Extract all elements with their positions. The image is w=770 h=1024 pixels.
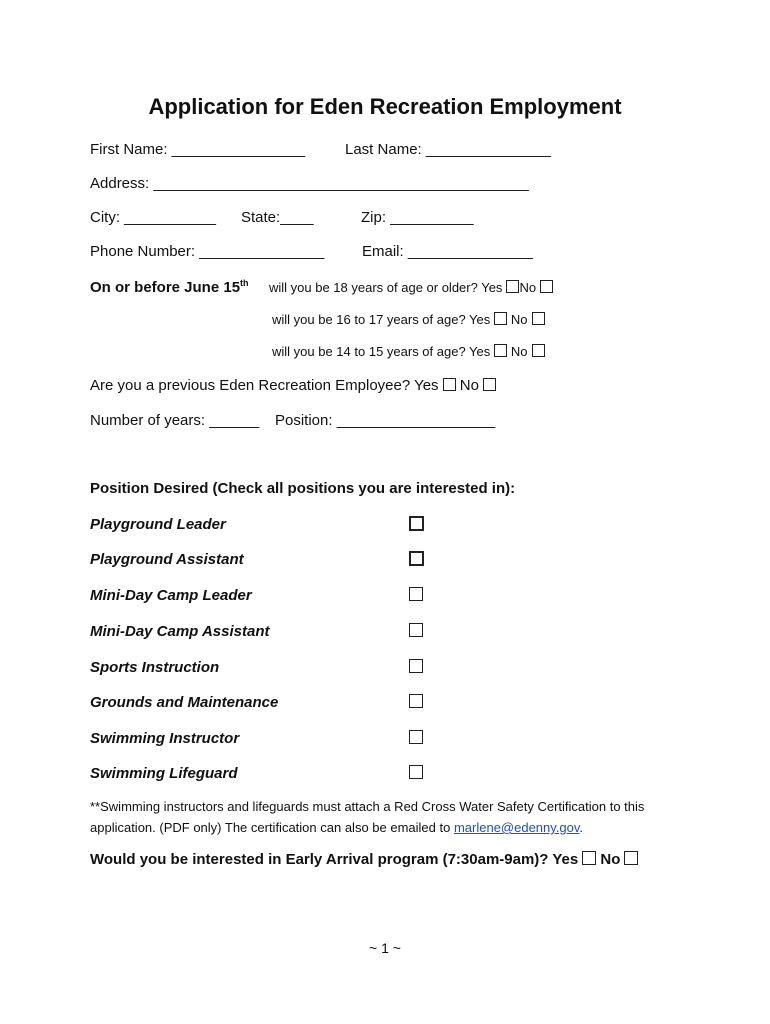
- contact-email-link[interactable]: marlene@edenny.gov: [453, 820, 580, 835]
- age-q2-no-checkbox[interactable]: [532, 312, 545, 325]
- age-q1-no-label: No: [519, 280, 537, 295]
- last-name-field[interactable]: Last Name: _______________: [345, 141, 552, 158]
- age-question-lead: [90, 278, 249, 296]
- age-q1: [269, 280, 553, 295]
- address-field[interactable]: Address: _____________________________________________: [90, 175, 529, 192]
- certification-note-text: **Swimming instructors and lifeguards must attach a Red Cross Water Safety Certification to this application. (PDF only) The certification can also be emailed to: [90, 799, 645, 835]
- early-no-checkbox[interactable]: [624, 851, 638, 865]
- early-arrival-question: [90, 851, 638, 868]
- age-q2-no-label: No: [510, 312, 528, 327]
- age-q2-label: will you be 16 to 17 years of age? Yes: [272, 312, 491, 327]
- position-label: Playground Assistant: [90, 551, 244, 568]
- early-no-label: No: [600, 851, 621, 868]
- position-label: Sports Instruction: [90, 659, 220, 676]
- age-q3-no-label: No: [510, 344, 528, 359]
- email-field[interactable]: Email: _______________: [362, 243, 533, 260]
- position-checkbox[interactable]: [409, 623, 423, 637]
- positions-heading: Position Desired (Check all positions you are interested in):: [90, 480, 516, 497]
- age-lead-text: On or before June 15: [90, 279, 241, 296]
- age-q3-yes-checkbox[interactable]: [494, 344, 507, 357]
- phone-field[interactable]: Phone Number: _______________: [90, 243, 325, 260]
- position-label: Playground Leader: [90, 516, 226, 533]
- position-label: Swimming Instructor: [90, 730, 240, 747]
- previous-no-checkbox[interactable]: [483, 378, 496, 391]
- state-field[interactable]: State:____: [241, 209, 314, 226]
- years-field[interactable]: Number of years: ______: [90, 412, 260, 429]
- position-checkbox[interactable]: [409, 551, 424, 566]
- page-title: Application for Eden Recreation Employment: [148, 94, 622, 119]
- page-number: ~ 1 ~: [369, 940, 401, 956]
- position-checkbox[interactable]: [409, 765, 423, 779]
- age-q3-label: will you be 14 to 15 years of age? Yes: [272, 344, 491, 359]
- position-checkbox[interactable]: [409, 587, 423, 601]
- age-q3-no-checkbox[interactable]: [532, 344, 545, 357]
- position-checkbox[interactable]: [409, 730, 423, 744]
- position-checkbox[interactable]: [409, 659, 423, 673]
- previous-no-label: No: [459, 377, 479, 394]
- certification-note-end: .: [579, 820, 584, 835]
- age-q1-yes-checkbox[interactable]: [506, 280, 519, 293]
- age-q3: [272, 344, 545, 359]
- age-q2-yes-checkbox[interactable]: [494, 312, 507, 325]
- position-label: Swimming Lifeguard: [90, 765, 238, 782]
- age-q2: [272, 312, 545, 327]
- position-label: Mini-Day Camp Assistant: [90, 623, 270, 640]
- age-q1-no-checkbox[interactable]: [540, 280, 553, 293]
- position-label: Mini-Day Camp Leader: [90, 587, 252, 604]
- position-checkbox[interactable]: [409, 516, 424, 531]
- age-lead-sup: th: [240, 278, 249, 288]
- zip-field[interactable]: Zip: __________: [361, 209, 474, 226]
- certification-note: [90, 796, 690, 838]
- early-yes-checkbox[interactable]: [582, 851, 596, 865]
- first-name-field[interactable]: First Name: ________________: [90, 141, 306, 158]
- position-field[interactable]: Position: ___________________: [275, 412, 496, 429]
- early-arrival-label: Would you be interested in Early Arrival program (7:30am-9am)? Yes: [90, 851, 579, 868]
- previous-employee-label: Are you a previous Eden Recreation Employee? Yes: [90, 377, 439, 394]
- city-field[interactable]: City: ___________: [90, 209, 216, 226]
- age-q1-label: will you be 18 years of age or older? Yes: [269, 280, 503, 295]
- previous-employee-question: [90, 377, 496, 394]
- position-checkbox[interactable]: [409, 694, 423, 708]
- position-label: Grounds and Maintenance: [90, 694, 279, 711]
- previous-yes-checkbox[interactable]: [443, 378, 456, 391]
